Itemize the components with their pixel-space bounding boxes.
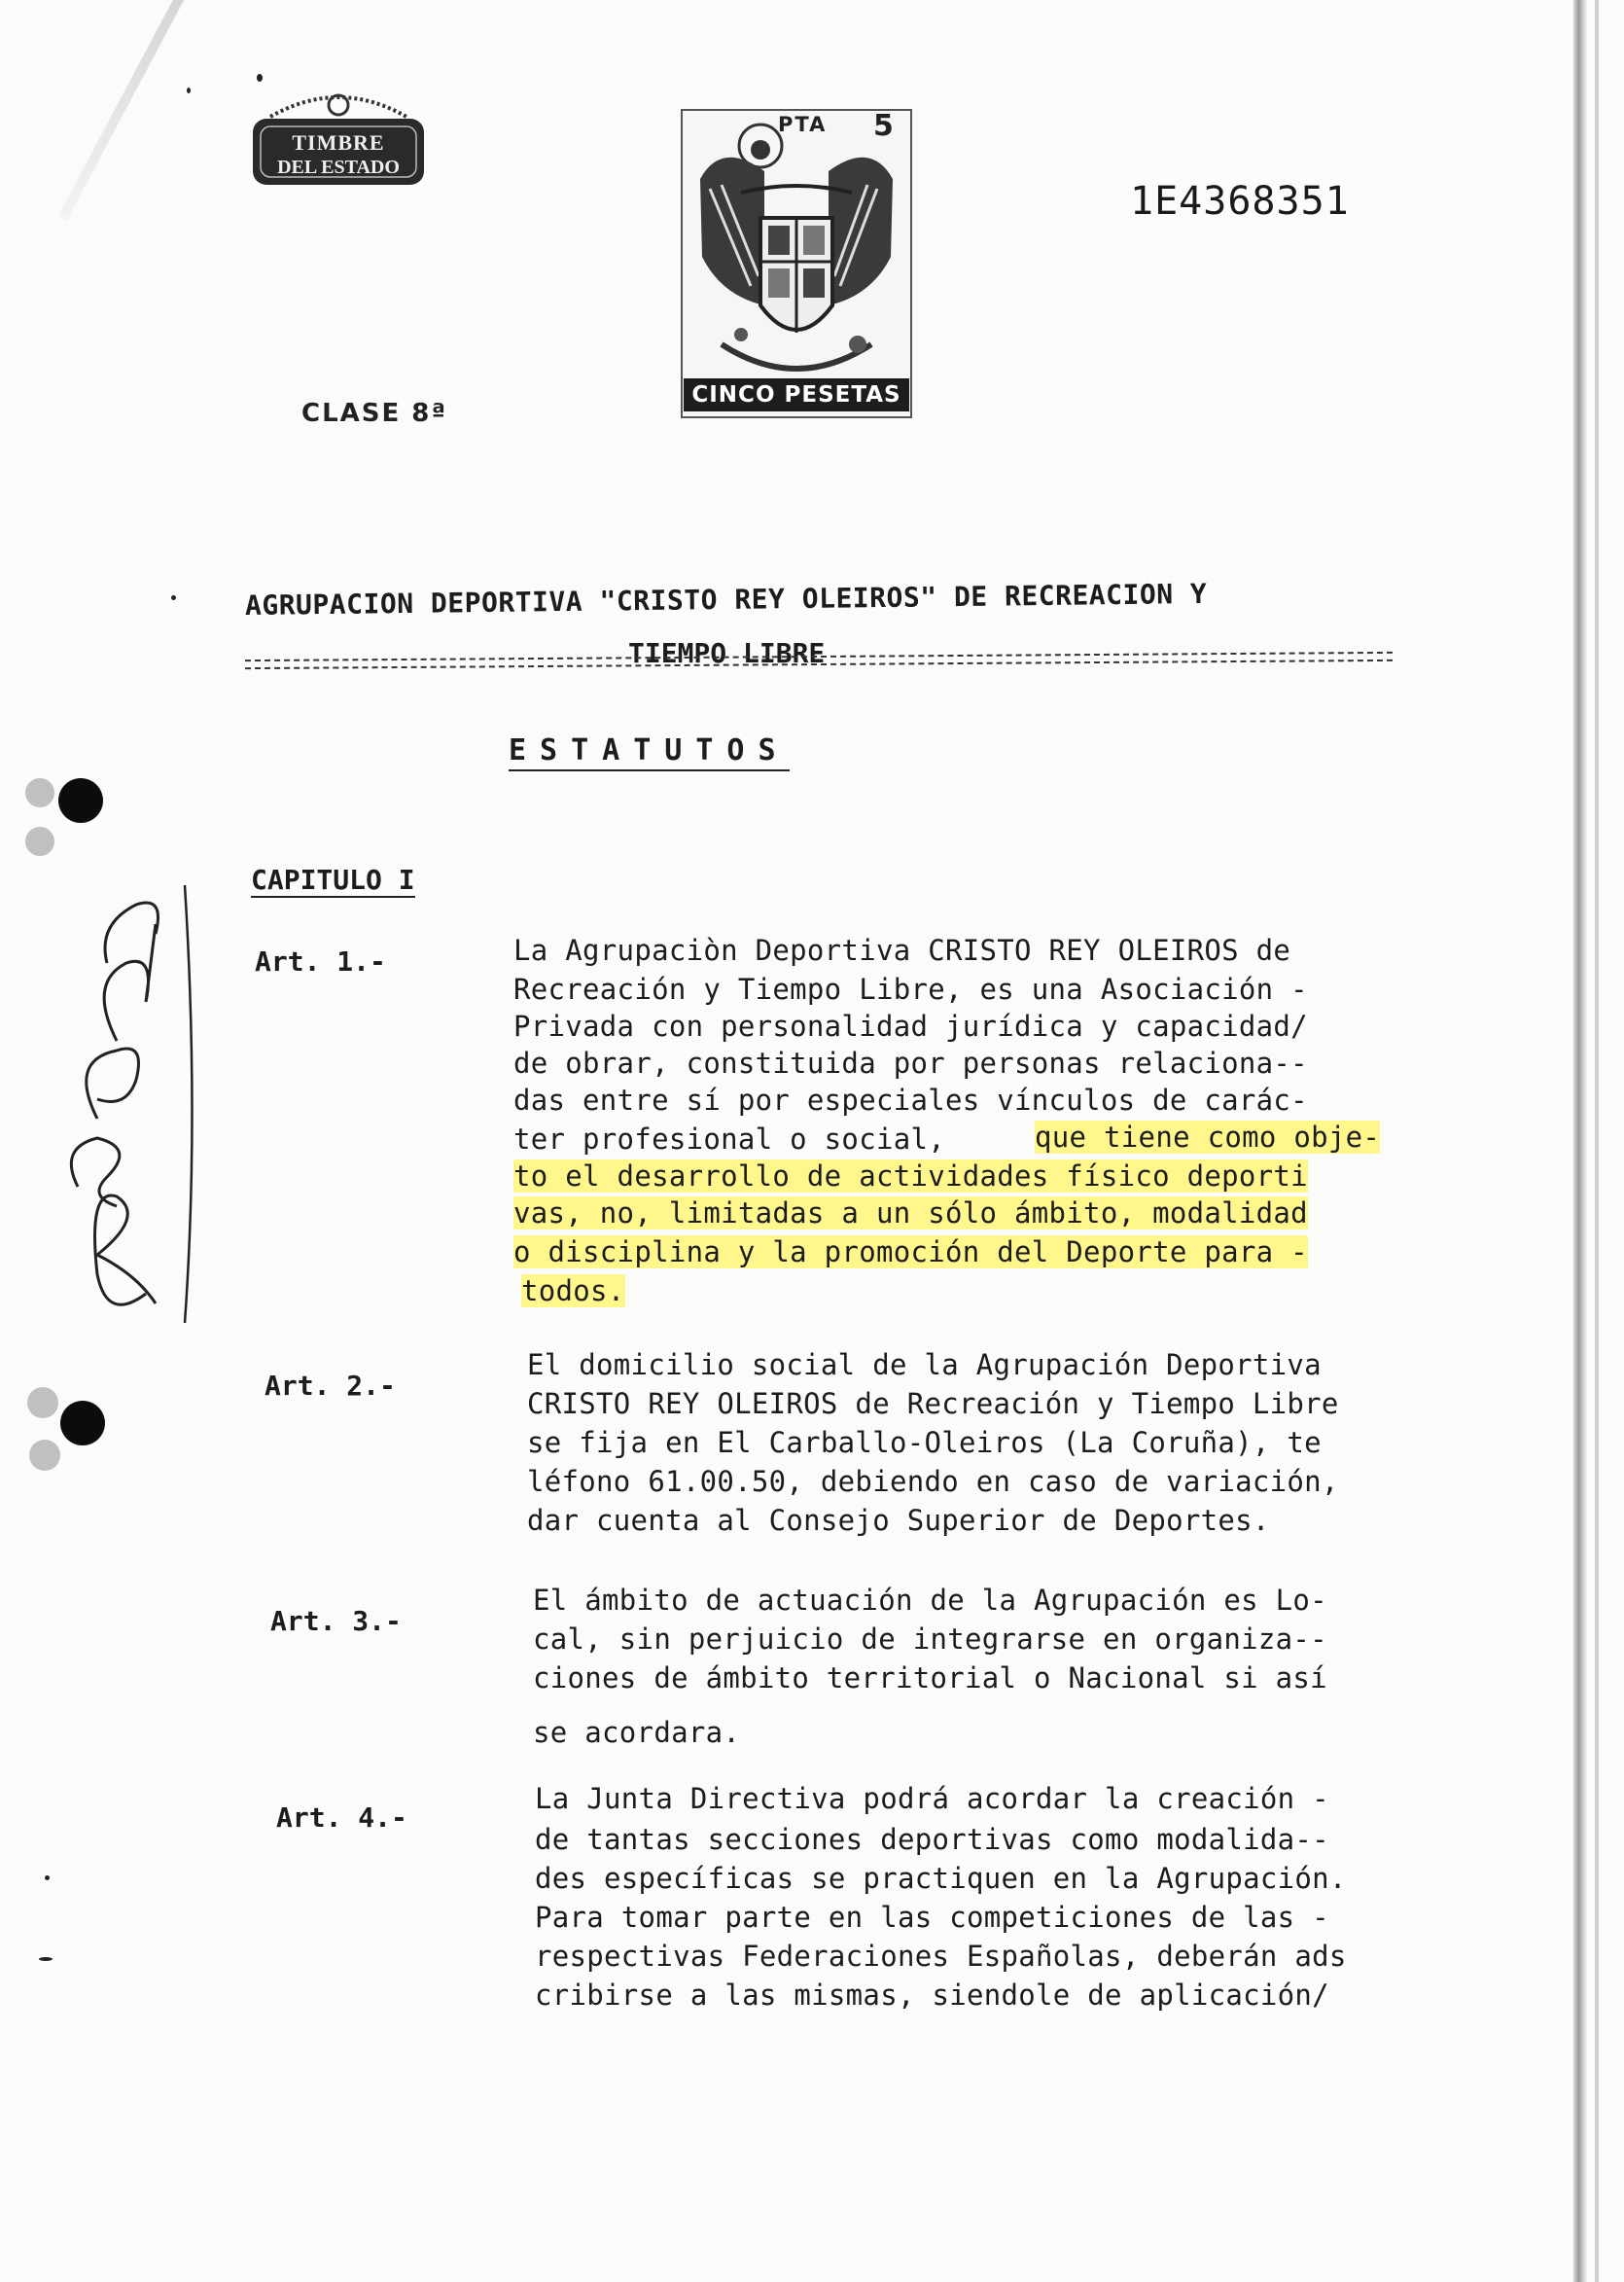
coat-of-arms-icon [683, 111, 910, 416]
article-line: ter profesional o social, [513, 1123, 945, 1156]
highlighted-line: vas, no, limitadas a un sólo ámbito, modalidad [513, 1196, 1308, 1230]
article-line: La Agrupaciòn Deportiva CRISTO REY OLEIROS de [513, 934, 1291, 967]
punch-hole-shadow [29, 1440, 60, 1471]
article-line: de obrar, constituida por personas relaciona-- [513, 1047, 1308, 1080]
article-line: dar cuenta al Consejo Superior de Deportes. [527, 1504, 1270, 1537]
punch-hole [58, 778, 103, 823]
article-line: respectivas Federaciones Españolas, deberán ads [535, 1940, 1347, 1973]
stamp-value: 5 [873, 109, 894, 143]
scan-speck [257, 74, 263, 82]
highlighted-line: to el desarrollo de actividades físico deporti [513, 1159, 1308, 1193]
scan-speck [45, 1875, 50, 1880]
article-line: Recreación y Tiempo Libre, es una Asociación - [513, 973, 1308, 1006]
article-label: Art. 2.- [265, 1370, 396, 1402]
article-label: Art. 4.- [276, 1801, 407, 1834]
article-line: Para tomar parte en las competiciones de las - [535, 1901, 1329, 1934]
article-line: se fija en El Carballo-Oleiros (La Coruña), te [527, 1426, 1322, 1459]
article-line: de tantas secciones deportivas como modalida-- [535, 1823, 1329, 1856]
article-line: El ámbito de actuación de la Agrupación es Lo- [533, 1584, 1327, 1617]
punch-hole-shadow [25, 827, 54, 856]
scan-speck [187, 88, 191, 93]
serial-number: 1E4368351 [1130, 179, 1350, 224]
clase-label: CLASE 8ª [301, 399, 448, 428]
stamp-band-label: CINCO PESETAS [684, 378, 909, 411]
article-label: Art. 1.- [255, 945, 386, 978]
article-line: ciones de ámbito territorial o Nacional si así [533, 1661, 1327, 1694]
article-line: cal, sin perjuicio de integrarse en organiza-- [533, 1622, 1327, 1656]
article-line: das entre sí por especiales vínculos de carác- [513, 1084, 1308, 1117]
document-title-line1: AGRUPACION DEPORTIVA "CRISTO REY OLEIROS" DE RECREACION Y [244, 577, 1208, 622]
scan-speck [171, 595, 176, 600]
document-title-line2: TIEMPO LIBRE [628, 637, 826, 669]
article-line: cribirse a las mismas, siendole de aplicación/ [535, 1979, 1329, 2012]
stamp-pta-label: PTA [778, 113, 828, 136]
article-line: CRISTO REY OLEIROS de Recreación y Tiempo Libre [527, 1387, 1339, 1420]
scan-speck [39, 1957, 53, 1961]
punch-hole-shadow [27, 1387, 58, 1418]
punch-hole-shadow [25, 778, 54, 807]
article-line: La Junta Directiva podrá acordar la creación - [535, 1782, 1329, 1815]
revenue-stamp [681, 109, 912, 418]
punch-hole [60, 1401, 105, 1445]
article-line: El domicilio social de la Agrupación Deportiva [527, 1348, 1322, 1381]
article-line: léfono 61.00.50, debiendo en caso de variación, [527, 1465, 1339, 1498]
scan-edge [1573, 0, 1587, 2282]
highlighted-line: todos. [521, 1274, 625, 1307]
handwritten-signature [39, 866, 194, 1333]
timbre-del-estado-seal [241, 88, 436, 195]
chapter-heading: CAPITULO I [251, 864, 415, 896]
scan-edge-line [1595, 0, 1599, 2282]
article-line: se acordara. [533, 1716, 741, 1749]
highlighted-line: o disciplina y la promoción del Deporte para - [513, 1235, 1308, 1268]
scan-streak [58, 0, 186, 221]
svg-text:TIMBRE: TIMBRE [292, 130, 385, 155]
article-line: Privada con personalidad jurídica y capacidad/ [513, 1010, 1308, 1043]
article-label: Art. 3.- [270, 1605, 402, 1637]
highlighted-line: que tiene como obje- [1035, 1121, 1381, 1154]
heading-estatutos: ESTATUTOS [509, 733, 790, 771]
svg-text:DEL ESTADO: DEL ESTADO [277, 157, 400, 178]
article-line: des específicas se practiquen en la Agrupación. [535, 1862, 1347, 1895]
